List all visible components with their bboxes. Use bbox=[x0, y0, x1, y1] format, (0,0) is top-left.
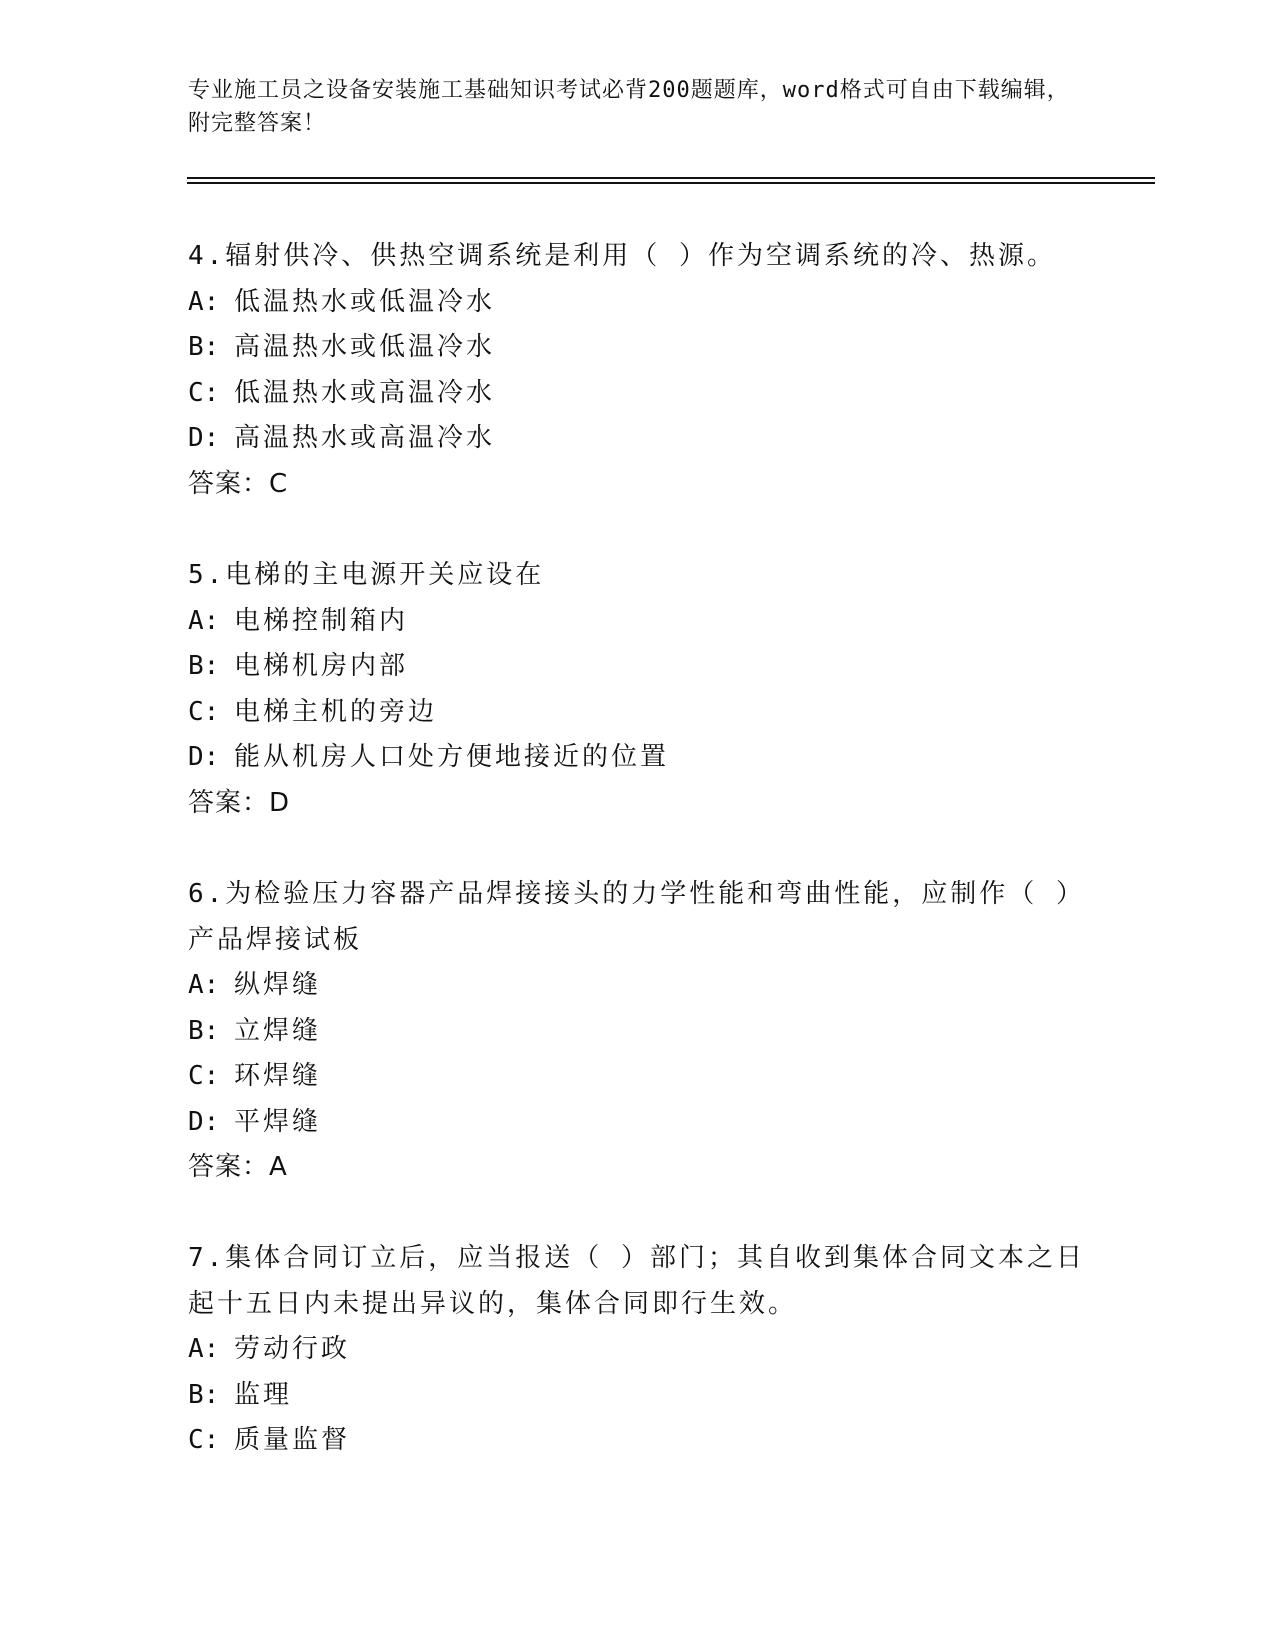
option-text: 低温热水或高温冷水 bbox=[234, 377, 496, 408]
option-letter: B: bbox=[188, 1015, 220, 1046]
option-text: 质量监督 bbox=[234, 1425, 351, 1455]
option-letter: C: bbox=[188, 1061, 220, 1091]
option-text: 低温热水或低温冷水 bbox=[234, 286, 496, 317]
option-text: 监理 bbox=[234, 1379, 293, 1410]
option-c bbox=[188, 371, 1088, 417]
option-d bbox=[188, 1100, 1088, 1146]
option-b bbox=[188, 1373, 1088, 1419]
answer: 答案：C bbox=[188, 468, 289, 499]
option-text: 立焊缝 bbox=[234, 1015, 322, 1046]
option-letter: C: bbox=[188, 377, 220, 408]
question-5 bbox=[188, 553, 1088, 826]
option-a bbox=[188, 599, 1088, 645]
option-text: 劳动行政 bbox=[234, 1334, 351, 1364]
option-a bbox=[188, 1327, 1088, 1373]
option-letter: B: bbox=[188, 651, 220, 681]
option-a bbox=[188, 963, 1088, 1009]
option-text: 能从机房人口处方便地接近的位置 bbox=[234, 742, 670, 772]
question-7 bbox=[188, 1236, 1088, 1464]
option-letter: A: bbox=[188, 1334, 220, 1364]
option-c bbox=[188, 1054, 1088, 1100]
document-header: 专业施工员之设备安装施工基础知识考试必背200题题库，word格式可自由下载编辑，附完整答案！ bbox=[188, 78, 1070, 136]
question-4 bbox=[188, 234, 1088, 507]
option-text: 环焊缝 bbox=[234, 1061, 322, 1091]
option-b bbox=[188, 325, 1088, 371]
option-c bbox=[188, 1418, 1088, 1464]
option-letter: D: bbox=[188, 423, 220, 453]
header-divider-top bbox=[187, 177, 1155, 179]
option-text: 高温热水或低温冷水 bbox=[234, 332, 496, 362]
option-text: 纵焊缝 bbox=[234, 970, 322, 1000]
question-stem: 6.为检验压力容器产品焊接接头的力学性能和弯曲性能，应制作（ ）产品焊接试板 bbox=[188, 879, 1085, 955]
option-b bbox=[188, 1009, 1088, 1055]
option-b bbox=[188, 644, 1088, 690]
option-letter: B: bbox=[188, 1379, 220, 1410]
option-text: 高温热水或高温冷水 bbox=[234, 423, 496, 453]
answer: 答案：D bbox=[188, 787, 291, 818]
option-letter: D: bbox=[188, 742, 220, 772]
option-a bbox=[188, 280, 1088, 326]
option-d bbox=[188, 416, 1088, 462]
option-letter: C: bbox=[188, 1425, 220, 1455]
option-letter: D: bbox=[188, 1106, 220, 1137]
question-6 bbox=[188, 872, 1088, 1191]
header-divider-bottom bbox=[187, 182, 1155, 184]
option-letter: A: bbox=[188, 970, 220, 1000]
option-letter: A: bbox=[188, 605, 220, 636]
option-letter: A: bbox=[188, 286, 220, 317]
option-c bbox=[188, 690, 1088, 736]
question-stem: 5.电梯的主电源开关应设在 bbox=[188, 560, 545, 590]
option-text: 电梯控制箱内 bbox=[234, 605, 409, 636]
question-stem: 7.集体合同订立后，应当报送（ ）部门；其自收到集体合同文本之日起十五日内未提出异议的，集体合同即行生效。 bbox=[188, 1243, 1085, 1319]
option-letter: B: bbox=[188, 332, 220, 362]
option-text: 电梯机房内部 bbox=[234, 651, 409, 681]
option-text: 电梯主机的旁边 bbox=[234, 696, 438, 727]
answer: 答案：A bbox=[188, 1152, 288, 1182]
option-letter: C: bbox=[188, 696, 220, 727]
option-text: 平焊缝 bbox=[234, 1106, 322, 1137]
question-stem: 4.辐射供冷、供热空调系统是利用（ ）作为空调系统的冷、热源。 bbox=[188, 241, 1056, 271]
option-d bbox=[188, 735, 1088, 781]
